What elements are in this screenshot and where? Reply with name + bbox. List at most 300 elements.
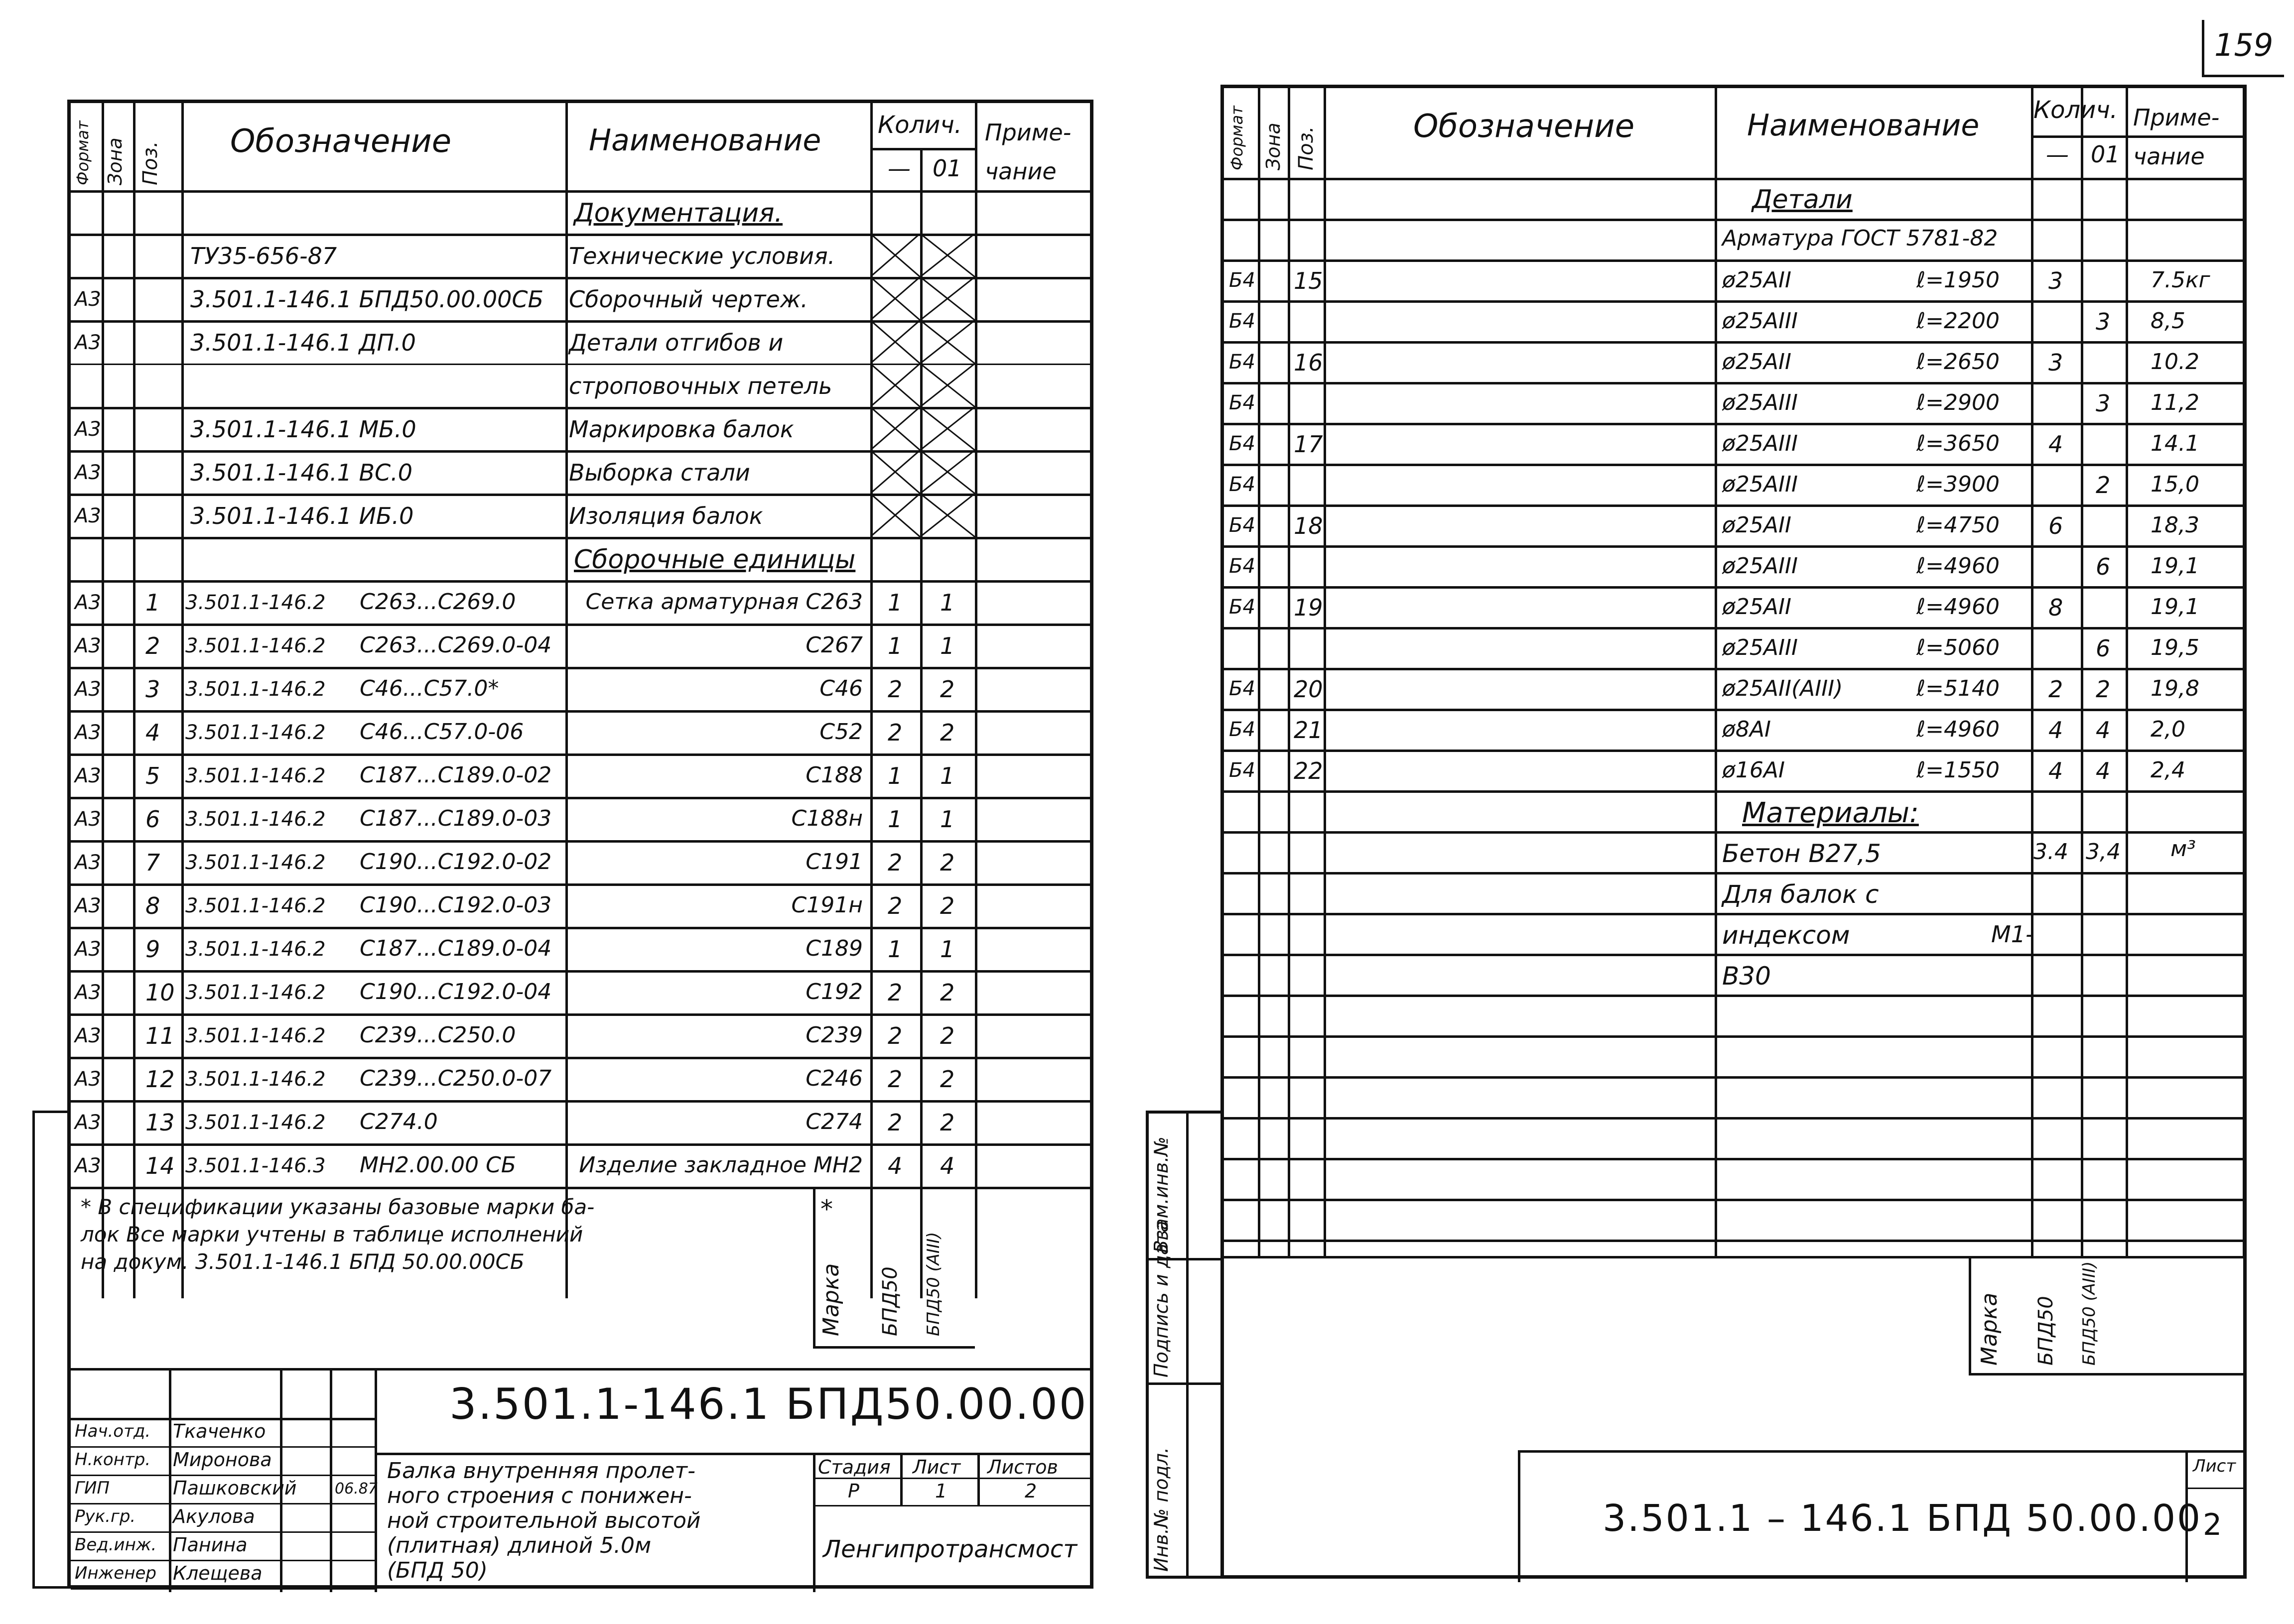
item-format: А3	[75, 721, 101, 744]
rule	[1224, 995, 2243, 997]
detail-pos: 21	[1294, 717, 1323, 744]
detail-note: 8,5	[2151, 308, 2185, 334]
rule	[71, 580, 1090, 583]
rule	[1324, 88, 1326, 1256]
doc-designation: 3.501.1-146.1 ВС.0	[190, 459, 413, 486]
footnote-line: лок Все марки учтены в таблице исполнений	[81, 1222, 583, 1247]
rule	[1224, 913, 2243, 915]
doc-designation: 3.501.1-146.1 МБ.0	[190, 416, 416, 443]
detail-qty-a: 4	[2048, 431, 2063, 458]
signer-role: Рук.гр.	[75, 1506, 136, 1526]
rule	[71, 840, 1090, 843]
detail-pos: 18	[1294, 512, 1323, 539]
item-qty-a: 2	[888, 1066, 903, 1093]
rule	[2126, 88, 2128, 1256]
page-number: 159	[2214, 27, 2274, 63]
hdr-name: Наименование	[1747, 108, 1980, 143]
detail-bar: ø25АII(АIII)	[1722, 676, 1843, 701]
item-name: С274	[806, 1109, 863, 1134]
rule	[1224, 178, 2243, 180]
concrete-label: Бетон В27,5	[1722, 839, 1881, 868]
item-format: А3	[75, 591, 101, 614]
detail-format: Б4	[1229, 269, 1255, 292]
item-name: Сетка арматурная С263	[585, 589, 863, 615]
sheets-value: 2	[1025, 1480, 1037, 1502]
signer-name: Ткаченко	[173, 1420, 266, 1442]
signer-name: Пашковский	[173, 1477, 297, 1499]
signer-role: ГИП	[75, 1478, 110, 1498]
item-variant: С46...С57.0*	[360, 676, 499, 701]
item-qty-a: 2	[888, 1022, 903, 1049]
rule	[71, 190, 1090, 193]
detail-length: ℓ=5060	[1916, 635, 2000, 660]
hdr-qty: Колич.	[878, 111, 962, 139]
item-format: А3	[75, 1154, 101, 1177]
detail-format: Б4	[1229, 718, 1255, 741]
doc-designation: ТУ35-656-87	[190, 243, 337, 269]
doc-format: А3	[75, 504, 101, 527]
rule	[375, 1453, 1090, 1455]
section-heading: Документация.	[574, 198, 783, 228]
item-qty-a: 2	[888, 676, 903, 703]
sheet-value: 1	[935, 1480, 947, 1502]
detail-bar: ø25АIII	[1722, 472, 1798, 497]
item-designation: 3.501.1-146.2	[185, 1024, 326, 1047]
side-label-inv: Инв.№ подл.	[1150, 1447, 1172, 1572]
item-pos: 12	[145, 1066, 175, 1093]
detail-bar: ø25АII	[1722, 267, 1791, 293]
detail-note: 14.1	[2151, 431, 2199, 456]
detail-pos: 19	[1294, 594, 1323, 621]
cross-cell	[920, 407, 975, 450]
item-designation: 3.501.1-146.2	[185, 1111, 326, 1134]
item-qty-b: 1	[940, 589, 955, 616]
item-qty-a: 2	[888, 979, 903, 1006]
rule	[870, 148, 975, 150]
doc-format: А3	[75, 418, 101, 441]
footnote-line: на докум. 3.501.1-146.1 БПД 50.00.00СБ	[81, 1249, 525, 1274]
item-qty-b: 2	[940, 979, 955, 1006]
rule	[71, 1475, 375, 1476]
rule	[71, 1143, 1090, 1146]
signer-role: Вед.инж.	[75, 1535, 157, 1555]
rule	[330, 1368, 332, 1592]
doc-designation: 3.501.1-146.1 ИБ.0	[190, 502, 414, 529]
hdr-designation: Обозначение	[1413, 108, 1635, 145]
rule	[71, 927, 1090, 929]
detail-format: Б4	[1229, 596, 1255, 619]
item-qty-a: 2	[888, 719, 903, 746]
title-code: 3.501.1-146.1 БПД50.00.00	[449, 1379, 1088, 1429]
detail-qty-b: 4	[2096, 717, 2111, 744]
rule	[1224, 1240, 2243, 1242]
item-designation: 3.501.1-146.2	[185, 721, 326, 744]
rule	[1224, 750, 2243, 752]
item-designation: 3.501.1-146.2	[185, 981, 326, 1004]
detail-length: ℓ=4960	[1916, 594, 2000, 620]
rule	[813, 1346, 975, 1349]
rule	[71, 1560, 375, 1561]
detail-note: 15,0	[2151, 472, 2199, 497]
sheet-value: 2	[2203, 1507, 2222, 1542]
detail-note: 2,4	[2151, 757, 2185, 783]
doc-name: Технические условия.	[569, 243, 835, 269]
detail-note: 19,1	[2151, 553, 2199, 579]
item-designation: 3.501.1-146.2	[185, 678, 326, 701]
marka-label: Марка	[818, 1263, 844, 1336]
rule	[1258, 88, 1260, 1256]
hdr-designation: Обозначение	[230, 123, 452, 160]
item-pos: 8	[145, 892, 160, 919]
rule	[813, 1505, 1090, 1506]
section-heading: Детали	[1752, 185, 1853, 215]
item-format: А3	[75, 678, 101, 701]
doc-designation: 3.501.1-146.1 БПД50.00.00СБ	[190, 286, 544, 313]
index-label: индексом	[1722, 921, 1850, 950]
hdr-zone: Зона	[1262, 123, 1284, 170]
rule	[71, 970, 1090, 973]
rule	[71, 1503, 375, 1504]
hdr-qty-a: —	[888, 155, 911, 182]
detail-format: Б4	[1229, 759, 1255, 782]
cross-cell	[870, 494, 920, 537]
item-variant: С187...С189.0-03	[360, 806, 552, 831]
item-variant: МН2.00.00 СБ	[360, 1152, 516, 1178]
rule	[1969, 1256, 1971, 1373]
detail-bar: ø25АII	[1722, 594, 1791, 620]
left-sheet	[67, 100, 1093, 1589]
item-variant: С263...С269.0	[360, 589, 516, 615]
detail-qty-b: 6	[2096, 635, 2111, 662]
item-name: С191н	[791, 892, 863, 918]
item-qty-b: 2	[940, 719, 955, 746]
sheets-label: Листов	[987, 1456, 1058, 1478]
rule	[71, 537, 1090, 539]
item-format: А3	[75, 894, 101, 917]
item-qty-b: 1	[940, 806, 955, 833]
cross-cell	[920, 320, 975, 364]
rule	[900, 1453, 903, 1505]
detail-bar: ø25АIII	[1722, 553, 1798, 579]
item-qty-a: 1	[888, 632, 903, 659]
detail-note: 18,3	[2151, 512, 2199, 538]
rule	[71, 1187, 1090, 1189]
detail-bar: ø25АIII	[1722, 390, 1798, 415]
item-format: А3	[75, 1068, 101, 1091]
item-qty-b: 1	[940, 632, 955, 659]
concrete-qty-a: 3.4	[2033, 839, 2068, 865]
rule	[1224, 545, 2243, 548]
signer-role: Инженер	[75, 1563, 156, 1583]
hdr-qty-b: 01	[933, 155, 962, 182]
item-pos: 11	[145, 1022, 175, 1049]
item-name: С192	[806, 979, 863, 1004]
detail-bar: ø25АIII	[1722, 308, 1798, 334]
doc-format: А3	[75, 288, 101, 311]
rule	[71, 1588, 375, 1590]
detail-format: Б4	[1229, 473, 1255, 496]
cross-cell	[920, 364, 975, 407]
detail-qty-b: 2	[2096, 472, 2111, 499]
item-format: А3	[75, 634, 101, 657]
doc-name: Изоляция балок	[569, 502, 763, 529]
doc-format: А3	[75, 331, 101, 354]
rule	[71, 883, 1090, 886]
item-pos: 5	[145, 762, 160, 789]
item-qty-b: 2	[940, 1109, 955, 1136]
detail-bar: ø8АI	[1722, 717, 1771, 742]
detail-qty-b: 3	[2096, 390, 2111, 417]
cross-cell	[870, 450, 920, 494]
detail-length: ℓ=5140	[1916, 676, 2000, 701]
signer-name: Миронова	[173, 1449, 272, 1471]
rule	[71, 1531, 375, 1533]
rule	[977, 1453, 980, 1505]
rule	[1715, 88, 1717, 1256]
item-variant: С187...С189.0-02	[360, 762, 552, 788]
rule	[1224, 423, 2243, 425]
detail-format: Б4	[1229, 310, 1255, 333]
marka-label: Марка	[1977, 1292, 2002, 1366]
item-designation: 3.501.1-146.2	[185, 764, 326, 787]
side-label-sign: Подпись и дата	[1150, 1221, 1172, 1377]
rule	[2185, 1488, 2243, 1489]
rule	[1224, 382, 2243, 384]
detail-qty-a: 8	[2048, 594, 2063, 621]
hdr-qty-b: 01	[2091, 141, 2120, 168]
item-qty-b: 2	[940, 1022, 955, 1049]
hdr-pos: Поз.	[1295, 126, 1318, 170]
rule	[565, 103, 568, 1298]
rule	[1224, 464, 2243, 466]
doc-title-line: (плитная) длиной 5.0м	[387, 1533, 652, 1558]
rule	[813, 1453, 815, 1592]
marka-a: БПД50	[879, 1266, 902, 1336]
hdr-note: Приме- чание	[2133, 104, 2220, 170]
item-qty-b: 1	[940, 762, 955, 789]
item-designation: 3.501.1-146.2	[185, 808, 326, 831]
section-heading: Сборочные единицы	[574, 545, 856, 575]
item-format: А3	[75, 938, 101, 961]
rule	[1224, 872, 2243, 874]
item-qty-a: 1	[888, 936, 903, 963]
rule	[1224, 790, 2243, 793]
marka-star: *	[820, 1195, 833, 1224]
cross-cell	[870, 364, 920, 407]
item-designation: 3.501.1-146.2	[185, 634, 326, 657]
item-qty-b: 2	[940, 892, 955, 919]
detail-length: ℓ=1950	[1916, 267, 2000, 293]
item-variant: С190...С192.0-03	[360, 892, 552, 918]
cross-cell	[870, 407, 920, 450]
rule	[71, 1057, 1090, 1059]
item-name: Изделие закладное МН2	[579, 1152, 863, 1178]
doc-name: строповочных петель	[569, 373, 832, 399]
item-format: А3	[75, 1111, 101, 1134]
item-designation: 3.501.1-146.3	[185, 1154, 326, 1177]
detail-note: 19,5	[2151, 635, 2199, 660]
hdr-note: Приме- чание	[985, 119, 1072, 185]
detail-qty-a: 2	[2048, 676, 2063, 703]
detail-format: Б4	[1229, 677, 1255, 700]
rule	[1224, 1076, 2243, 1079]
rule	[1224, 586, 2243, 589]
item-qty-b: 2	[940, 849, 955, 876]
rule	[1224, 1035, 2243, 1038]
detail-pos: 16	[1294, 349, 1323, 376]
rule	[71, 797, 1090, 799]
rule	[1518, 1450, 2243, 1453]
rule	[813, 1187, 815, 1346]
item-pos: 3	[145, 676, 160, 703]
rule	[1224, 504, 2243, 507]
title-code: 3.501.1 – 146.1 БПД 50.00.00	[1603, 1497, 2202, 1540]
signer-role: Н.контр.	[75, 1450, 151, 1470]
hdr-qty-a: —	[2046, 141, 2069, 168]
signer-name: Панина	[173, 1534, 248, 1556]
cross-cell	[920, 277, 975, 320]
rule	[1518, 1450, 1520, 1582]
detail-length: ℓ=1550	[1916, 757, 2000, 783]
cross-cell	[920, 450, 975, 494]
item-variant: С46...С57.0-06	[360, 719, 524, 745]
item-variant: С239...С250.0-07	[360, 1066, 552, 1091]
doc-designation: 3.501.1-146.1 ДП.0	[190, 329, 416, 356]
detail-pos: 17	[1294, 431, 1323, 458]
detail-bar: ø25АII	[1722, 512, 1791, 538]
item-name: С46	[819, 676, 863, 701]
marka-a: БПД50	[2034, 1296, 2057, 1366]
rule	[2031, 88, 2033, 1256]
left-side-strip	[32, 1111, 67, 1589]
b30-label: В30	[1722, 962, 1771, 991]
item-qty-a: 1	[888, 762, 903, 789]
rule	[1224, 954, 2243, 956]
concrete-qty-b: 3,4	[2086, 839, 2121, 865]
detail-note: 7.5кг	[2151, 267, 2210, 293]
signer-date: 06.87	[335, 1480, 378, 1498]
detail-note: 2,0	[2151, 717, 2185, 742]
rule	[71, 753, 1090, 756]
doc-name: Детали отгибов и	[569, 329, 784, 356]
cross-cell	[920, 494, 975, 537]
signer-name: Акулова	[173, 1505, 255, 1527]
item-variant: С190...С192.0-02	[360, 849, 552, 874]
rule	[71, 667, 1090, 669]
detail-format: Б4	[1229, 351, 1255, 374]
item-designation: 3.501.1-146.2	[185, 851, 326, 874]
item-qty-b: 4	[940, 1152, 955, 1179]
hdr-qty: Колич.	[2033, 96, 2118, 124]
item-variant: С239...С250.0	[360, 1022, 516, 1048]
hdr-format: Формат	[1227, 106, 1246, 170]
item-pos: 6	[145, 806, 160, 833]
item-name: С189	[806, 936, 863, 961]
rule	[1224, 1256, 2243, 1258]
detail-bar: ø16АI	[1722, 757, 1785, 783]
sheet-label: Лист	[913, 1456, 961, 1478]
item-name: С246	[806, 1066, 863, 1091]
detail-qty-b: 4	[2096, 757, 2111, 784]
right-sheet	[1220, 85, 2247, 1579]
armature-label: Арматура ГОСТ 5781-82	[1722, 226, 1998, 251]
item-qty-a: 2	[888, 892, 903, 919]
rule	[1224, 668, 2243, 670]
rule	[1224, 1199, 2243, 1201]
section-heading: Материалы:	[1742, 797, 1919, 829]
detail-bar: ø25АIII	[1722, 431, 1798, 456]
rule	[1224, 259, 2243, 262]
item-format: А3	[75, 981, 101, 1004]
doc-name: Маркировка балок	[569, 416, 794, 443]
item-qty-a: 4	[888, 1152, 903, 1179]
detail-note: 19,8	[2151, 676, 2199, 701]
item-qty-a: 1	[888, 589, 903, 616]
item-name: С188н	[791, 806, 863, 831]
side-stamp	[1146, 1111, 1220, 1579]
stage-value: Р	[848, 1480, 859, 1502]
rule	[71, 1100, 1090, 1103]
concrete-unit: м³	[2170, 836, 2196, 862]
item-pos: 4	[145, 719, 160, 746]
item-format: А3	[75, 764, 101, 787]
page-number-box	[2202, 20, 2284, 77]
doc-title-line: (БПД 50)	[387, 1558, 488, 1583]
rule	[71, 1368, 1090, 1371]
detail-length: ℓ=4960	[1916, 553, 2000, 579]
detail-qty-a: 3	[2048, 349, 2063, 376]
item-qty-a: 2	[888, 849, 903, 876]
item-pos: 14	[145, 1152, 175, 1179]
item-variant: С263...С269.0-04	[360, 632, 552, 658]
organization: Ленгипротрансмост	[823, 1535, 1078, 1563]
cross-cell	[870, 277, 920, 320]
item-variant: С187...С189.0-04	[360, 936, 552, 961]
item-name: С52	[819, 719, 863, 745]
detail-length: ℓ=4750	[1916, 512, 2000, 538]
item-variant: С274.0	[360, 1109, 438, 1134]
rule	[1288, 88, 1290, 1256]
detail-qty-a: 6	[2048, 512, 2063, 539]
item-name: С267	[806, 632, 863, 658]
item-pos: 7	[145, 849, 160, 876]
item-designation: 3.501.1-146.2	[185, 1068, 326, 1091]
detail-length: ℓ=2650	[1916, 349, 2000, 375]
detail-pos: 20	[1294, 676, 1323, 703]
rule	[1224, 341, 2243, 344]
cross-cell	[920, 234, 975, 277]
item-format: А3	[75, 1024, 101, 1047]
item-qty-a: 2	[888, 1109, 903, 1136]
rule	[2081, 88, 2083, 1256]
item-name: С191	[806, 849, 863, 874]
rule	[1224, 1117, 2243, 1120]
detail-note: 19,1	[2151, 594, 2199, 620]
item-designation: 3.501.1-146.2	[185, 894, 326, 917]
rule	[975, 103, 977, 1298]
marka-b: БПД50 (АIII)	[2079, 1261, 2099, 1366]
detail-qty-a: 3	[2048, 267, 2063, 294]
detail-length: ℓ=3900	[1916, 472, 2000, 497]
doc-title-line: ного строения с понижен-	[387, 1483, 692, 1508]
hdr-format: Формат	[73, 121, 92, 185]
footnote-line: * В спецификации указаны базовые марки ба-	[81, 1195, 595, 1219]
index-value: М1-	[1991, 921, 2034, 948]
sheet-label: Лист	[2193, 1456, 2236, 1476]
detail-pos: 22	[1294, 757, 1323, 784]
rule	[71, 710, 1090, 713]
cross-cell	[870, 234, 920, 277]
